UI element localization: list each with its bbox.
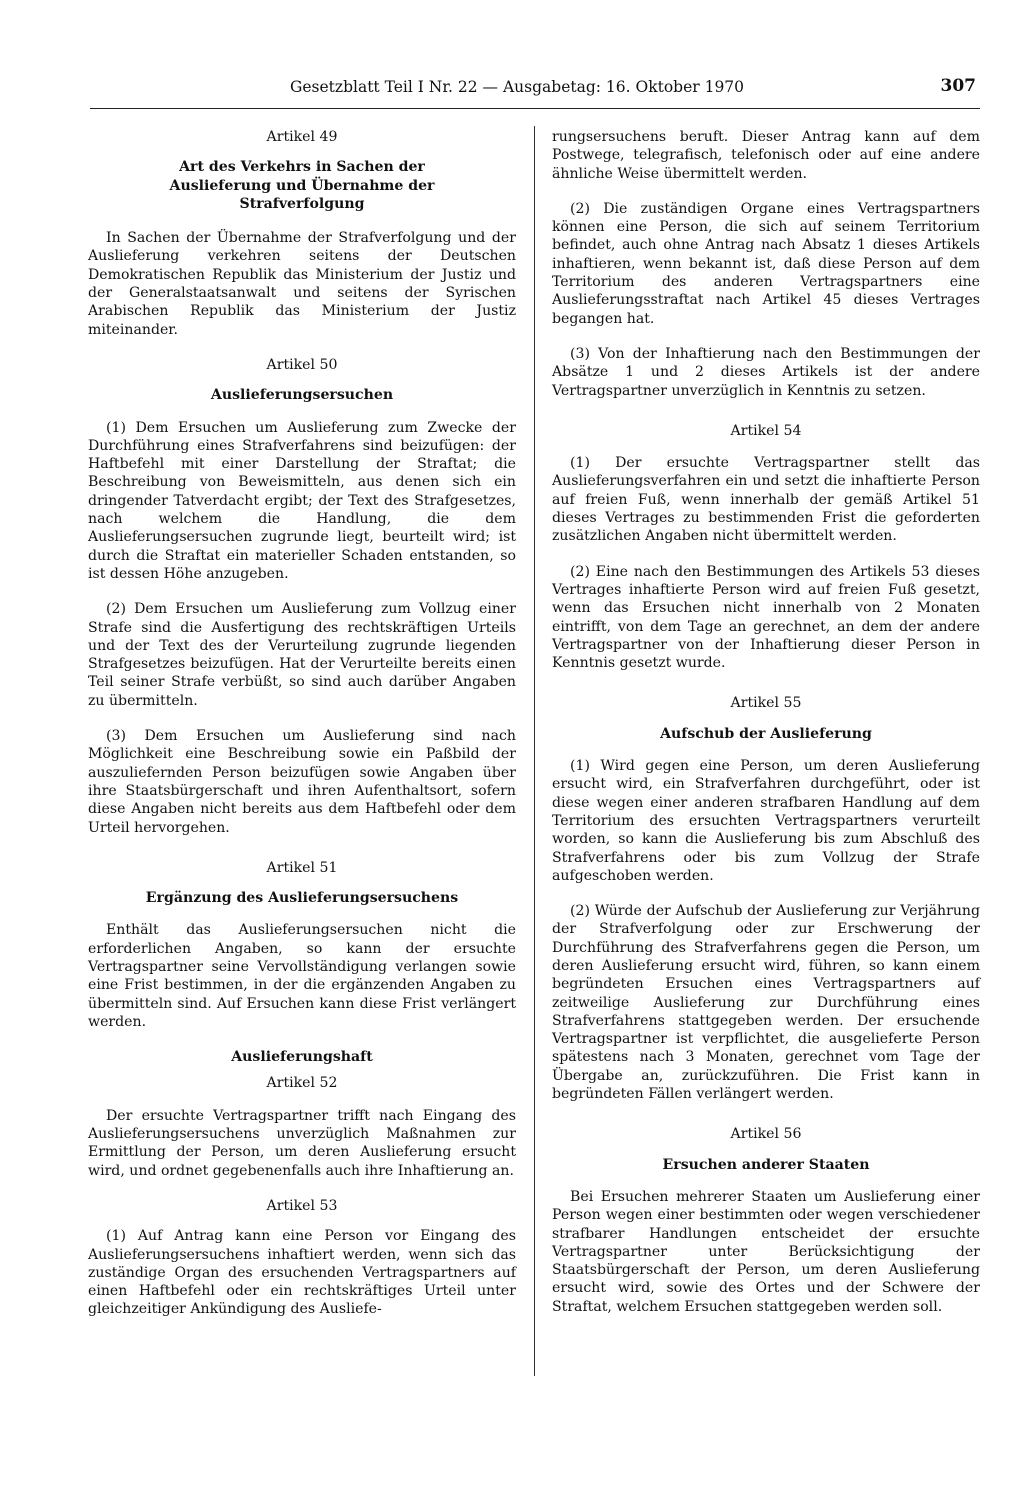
gazette-title: Gesetzblatt Teil I Nr. 22 — Ausgabetag: 16. Oktober 1970 (290, 78, 745, 96)
article-56-heading: Ersuchen anderer Staaten (662, 1156, 870, 1173)
article-50-paragraph-3: (3) Dem Ersuchen um Auslieferung sind nach Möglichkeit eine Beschreibung sowie ein Paßbild der auszuliefernden Person beizufügen sowie Angaben über ihre Staatsbürgerschaft und ihren Aufenthaltsort, sofern diese Angaben nicht bereits aus dem Haftbefehl oder dem Urteil hervorgehen. (88, 728, 516, 836)
article-56-paragraph: Bei Ersuchen mehrerer Staaten um Auslieferung einer Person wegen einer bestimmten oder wegen verschiedener strafbarer Handlungen entscheidet der ersuchte Vertragspartner unter Berücksichtigung der Staatsbürgerschaft der Person, um deren Auslieferung ersucht wird, sowie des Ortes und der Schwere der Straftat, welchem Ersuchen stattgegeben werden soll. (552, 1188, 980, 1315)
article-50-paragraph-1: (1) Dem Ersuchen um Auslieferung zum Zwecke der Durchführung eines Strafverfahrens sind beizufügen: der Haftbefehl mit einer Darstellung der Straftat; die Beschreibung von Beweismitteln, aus denen sich ein dringender Tatverdacht ergibt; der Text des Strafgesetzes, nach welchem die Handlung, die dem Auslieferungsersuchen zugrunde liegt, beurteilt wird; ist durch die Straftat ein materieller Schaden entstanden, so ist dessen Höhe anzugeben. (88, 419, 516, 582)
left-column (88, 128, 516, 1336)
article-53-title: Artikel 53 (266, 1197, 338, 1214)
article-55-paragraph-1: (1) Wird gegen eine Person, um deren Auslieferung ersucht wird, ein Strafverfahren durchgeführt, oder ist diese wegen einer anderen strafbaren Handlung auf dem Territorium des ersuchten Vertragspartners verurteilt worden, so kann die Auslieferung bis zum Abschluß des Strafverfahrens oder bis zum Vollzug der Strafe aufgeschoben werden. (552, 758, 980, 884)
article-51-paragraph: Enthält das Auslieferungsersuchen nicht die erforderlichen Angaben, so kann der ersuchte Vertragspartner seine Vervollständigung verlangen sowie eine Frist bestimmen, in der die ergänzenden Angaben zu übermitteln sind. Auf Ersuchen kann diese Frist verlängert werden. (88, 922, 516, 1030)
article-54-title: Artikel 54 (730, 422, 802, 439)
article-55-title: Artikel 55 (730, 695, 802, 712)
article-49-heading: Art des Verkehrs in Sachen der Auslieferung und Übernahme der Strafverfolgung (169, 159, 435, 212)
section-heading-auslieferungshaft: Auslieferungshaft (231, 1049, 373, 1066)
article-53-paragraph-2: (2) Die zuständigen Organe eines Vertragspartners können eine Person, die sich auf seinem Territorium befindet, auch ohne Antrag nach Absatz 1 dieses Artikels inhaftieren, wenn bekannt ist, daß diese Person auf dem Territorium des anderen Vertragspartners eine Auslieferungsstraftat nach Artikel 45 dieses Vertrages begangen hat. (552, 200, 980, 327)
page-header (90, 74, 980, 109)
article-53-paragraph-3: (3) Von der Inhaftierung nach den Bestimmungen der Absätze 1 und 2 dieses Artikels ist der andere Vertragspartner unverzüglich in Kenntnis zu setzen. (552, 345, 980, 399)
article-55-paragraph-2: (2) Würde der Aufschub der Auslieferung zur Verjährung der Strafverfolgung oder zur Erschwerung der Durchführung des Strafverfahrens gegen die Person, um deren Auslieferung ersucht wird, führen, so kann einem begründeten Ersuchen eines Vertragspartners auf zeitweilige Auslieferung zur Durchführung eines Strafverfahrens stattgegeben werden. Der ersuchende Vertragspartner ist verpflichtet, die ausgelieferte Person spätestens nach 3 Monaten, gerechnet vom Tage der Übergabe an, zurückzuführen. Die Frist kann in begründeten Fällen verlängert werden. (552, 903, 980, 1103)
article-54-paragraph-1: (1) Der ersuchte Vertragspartner stellt das Auslieferungsverfahren ein und setzt die inhaftierte Person auf freien Fuß, wenn innerhalb der gemäß Artikel 51 dieses Vertrages zu bestimmenden Frist die geforderten zusätzlichen Angaben nicht übermittelt werden. (552, 455, 980, 545)
article-49-paragraph: In Sachen der Übernahme der Strafverfolgung und der Auslieferung verkehren seitens der Deutschen Demokratischen Republik das Ministerium der Justiz und der Generalstaatsanwalt und seitens der Syrischen Arabischen Republik das Ministerium der Justiz miteinander. (88, 230, 516, 338)
article-52-title: Artikel 52 (266, 1075, 338, 1092)
article-51-title: Artikel 51 (266, 859, 338, 876)
article-53-paragraph-1: (1) Auf Antrag kann eine Person vor Eingang des Auslieferungsersuchens inhaftiert werden, wenn sich das zuständige Organ des ersuchenden Vertragspartners auf einen Haftbefehl oder ein rechtskräftiges Urteil unter gleichzeitiger Ankündigung des Ausliefe- (88, 1228, 516, 1318)
right-column (552, 128, 980, 1333)
article-54-paragraph-2: (2) Eine nach den Bestimmungen des Artikels 53 dieses Vertrages inhaftierte Person wird auf freien Fuß gesetzt, wenn das Ersuchen nicht innerhalb von 2 Monaten eintrifft, von dem Tage an gerechnet, an dem der andere Vertragspartner von der Inhaftierung dieser Person in Kenntnis gesetzt wurde. (552, 563, 980, 672)
column-divider (534, 126, 535, 1376)
article-52-paragraph: Der ersuchte Vertragspartner trifft nach Eingang des Auslieferungsersuchens unverzüglich Maßnahmen zur Ermittlung der Person, um deren Auslieferung ersucht wird, und ordnet gegebenenfalls auch ihre Inhaftierung an. (88, 1107, 516, 1179)
page-number: 307 (940, 76, 976, 96)
article-50-title: Artikel 50 (266, 356, 338, 373)
article-49-title: Artikel 49 (266, 129, 338, 145)
article-56-title: Artikel 56 (730, 1126, 802, 1143)
article-55-heading: Aufschub der Auslieferung (660, 725, 872, 742)
article-50-heading: Auslieferungsersuchen (210, 387, 394, 404)
article-50-paragraph-2: (2) Dem Ersuchen um Auslieferung zum Vollzug einer Strafe sind die Ausfertigung des rechtskräftigen Urteils und der Text des der Verurteilung zugrunde liegenden Strafgesetzes beizufügen. Hat der Verurteilte bereits einen Teil seiner Strafe verbüßt, so sind auch darüber Angaben zu übermitteln. (88, 601, 516, 709)
article-51-heading: Ergänzung des Auslieferungsersuchens (145, 890, 459, 907)
article-53-paragraph-1-continued: rungsersuchens beruft. Dieser Antrag kann auf dem Postwege, telegrafisch, telefonisch oder auf eine andere ähnliche Weise übermittelt werden. (552, 129, 980, 182)
